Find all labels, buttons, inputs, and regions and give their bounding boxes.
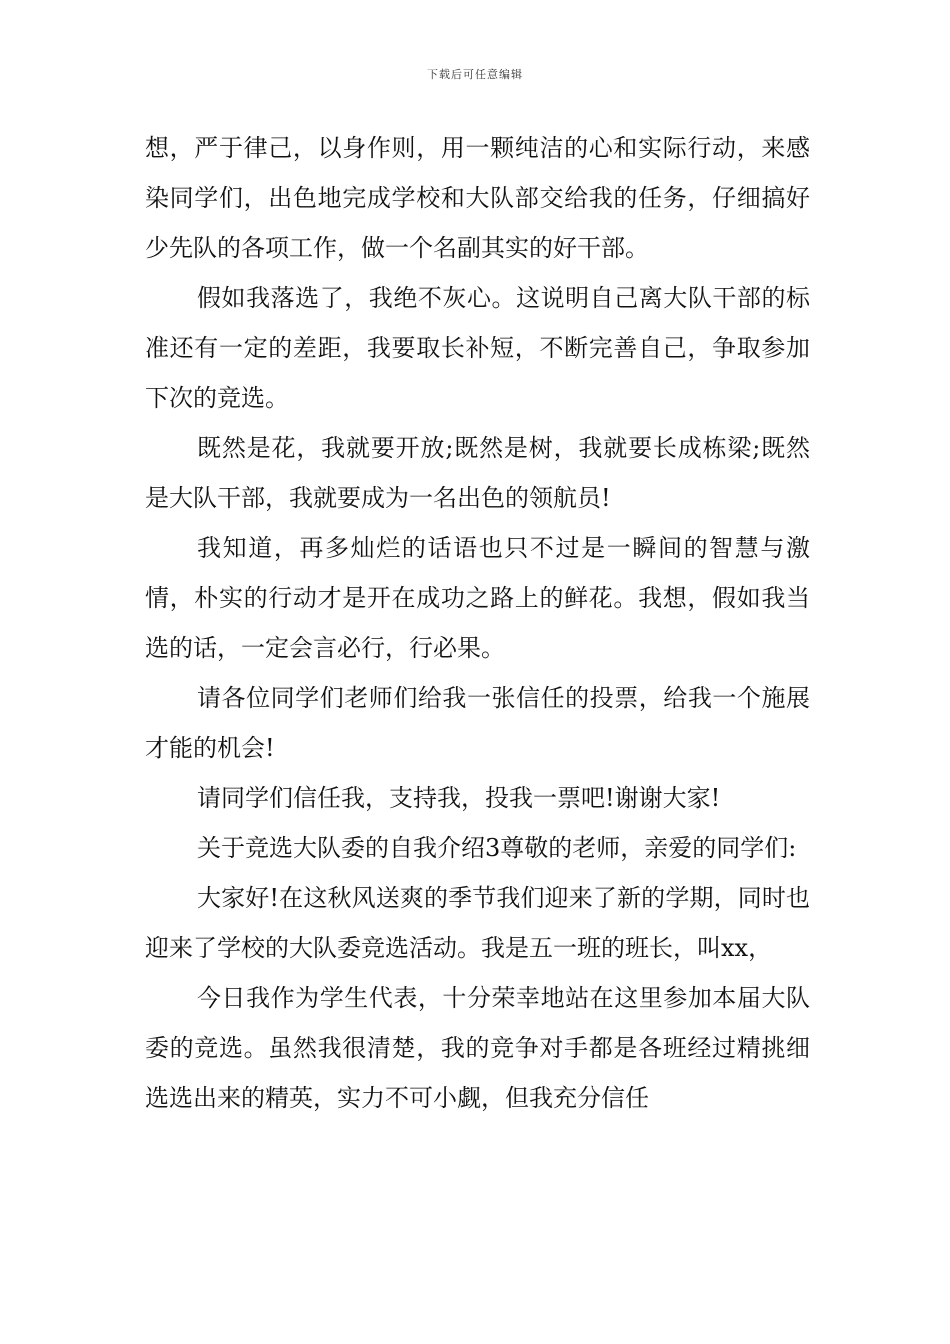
paragraph: 大家好!在这秋风送爽的季节我们迎来了新的学期，同时也迎来了学校的大队委竞选活动。我是五一班的班长，叫xx， — [145, 884, 810, 962]
paragraph: 关于竞选大队委的自我介绍3尊敬的老师，亲爱的同学们: — [197, 834, 797, 862]
page-header: 下载后可任意编辑 — [427, 68, 523, 81]
paragraph: 假如我落选了，我绝不灰心。这说明自己离大队干部的标准还有一定的差距，我要取长补短，不断完善自己，争取参加下次的竞选。 — [145, 284, 810, 412]
paragraph: 想，严于律己，以身作则，用一颗纯洁的心和实际行动，来感染同学们，出色地完成学校和大队部交给我的任务，仔细搞好少先队的各项工作，做一个名副其实的好干部。 — [145, 134, 810, 262]
paragraph: 请同学们信任我，支持我，投我一票吧!谢谢大家! — [197, 784, 721, 812]
paragraph: 今日我作为学生代表，十分荣幸地站在这里参加本届大队委的竞选。虽然我很清楚，我的竞争对手都是各班经过精挑细选选出来的精英，实力不可小觑，但我充分信任 — [145, 984, 810, 1112]
paragraph: 请各位同学们老师们给我一张信任的投票，给我一个施展才能的机会! — [145, 684, 810, 762]
document-body — [145, 123, 810, 1123]
paragraph: 我知道，再多灿烂的话语也只不过是一瞬间的智慧与激情，朴实的行动才是开在成功之路上的鲜花。我想，假如我当选的话，一定会言必行，行必果。 — [145, 534, 810, 662]
paragraph: 既然是花，我就要开放;既然是树，我就要长成栋梁;既然是大队干部，我就要成为一名出色的领航员! — [145, 434, 810, 512]
